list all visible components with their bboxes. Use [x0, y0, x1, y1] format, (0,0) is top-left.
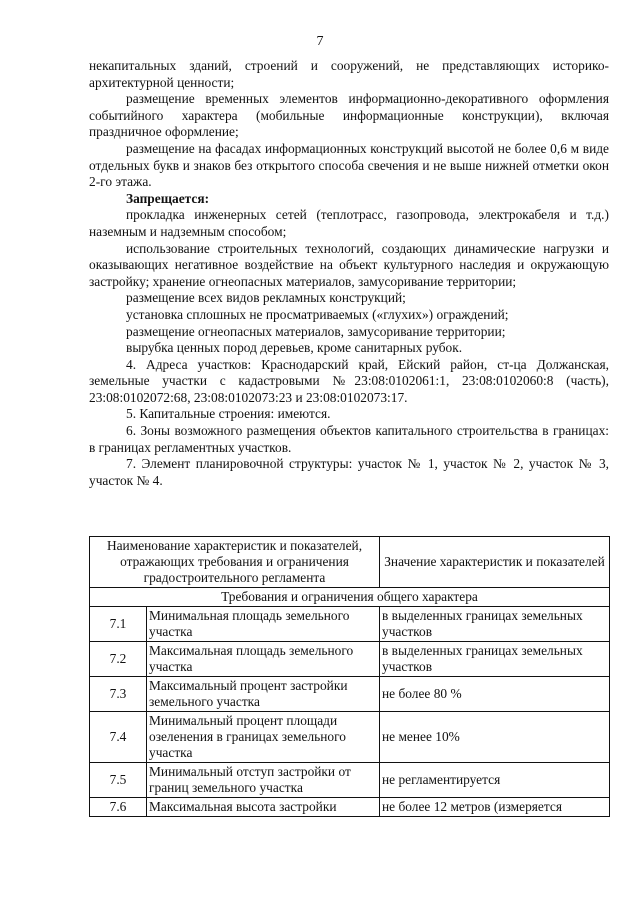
row-number: 7.5: [90, 763, 147, 798]
row-name: Минимальная площадь земельного участка: [147, 607, 380, 642]
page-number: 7: [316, 34, 324, 49]
table-row: [90, 712, 610, 763]
paragraph: 4. Адреса участков: Краснодарский край, Ейский район, ст-ца Должанская, земельные участки с кадастровыми №23:08:0102061:1, 23:08:0102060:8 (часть), 23:08:0102072:68, 23:08:0102073:23 и 23:08:0102073:17.: [89, 356, 609, 405]
row-name: Максимальная высота застройки: [147, 798, 380, 817]
table-row: [90, 607, 610, 642]
header-values: Значение характеристик и показателей: [380, 537, 610, 588]
row-name: Максимальная площадь земельного участка: [147, 642, 380, 677]
regulation-table: [89, 536, 610, 817]
row-value: не более 80 %: [380, 677, 610, 712]
row-value: не более 12 метров (измеряется: [380, 798, 610, 817]
row-name: Минимальный отступ застройки от границ земельного участка: [147, 763, 380, 798]
header-characteristics: Наименование характеристик и показателей, отражающих требования и ограничения градостроительного регламента: [90, 537, 380, 588]
row-value: не менее 10%: [380, 712, 610, 763]
paragraph: некапитальных зданий, строений и сооружений, не представляющих историко-архитектурной ценности;: [89, 58, 609, 90]
paragraph: использование строительных технологий, создающих динамические нагрузки и оказывающих негативное воздействие на объект культурного наследия и окружающую застройку; хранение огнеопасных материалов, замусоривание территории;: [89, 240, 609, 289]
row-value: в выделенных границах земельных участков: [380, 642, 610, 677]
table-subheader-row: [90, 588, 610, 607]
paragraph: 6. Зоны возможного размещения объектов капитального строительства в границах: в границах регламентных участков.: [89, 423, 609, 455]
paragraph: 5. Капитальные строения: имеются.: [126, 406, 331, 422]
table-row: [90, 642, 610, 677]
row-name: Максимальный процент застройки земельного участка: [147, 677, 380, 712]
subheader-general-requirements: Требования и ограничения общего характера: [90, 588, 610, 607]
paragraph: размещение всех видов рекламных конструкций;: [126, 290, 406, 306]
row-number: 7.1: [90, 607, 147, 642]
row-number: 7.2: [90, 642, 147, 677]
paragraph: установка сплошных не просматриваемых («глухих») ограждений;: [126, 306, 509, 322]
table-row: [90, 763, 610, 798]
row-name: Минимальный процент площади озеленения в границах земельного участка: [147, 712, 380, 763]
paragraph: размещение огнеопасных материалов, замусоривание территории;: [126, 323, 506, 339]
prohibited-heading: Запрещается:: [126, 190, 210, 206]
body-text: [89, 58, 609, 489]
table-row: [90, 677, 610, 712]
row-value: не регламентируется: [380, 763, 610, 798]
section-heading: [89, 191, 609, 208]
table-row: [90, 798, 610, 817]
row-number: 7.4: [90, 712, 147, 763]
table-header-row: [90, 537, 610, 588]
paragraph: прокладка инженерных сетей (теплотрасс, газопровода, электрокабеля и т.д.) наземным и надземным способом;: [89, 207, 609, 239]
paragraph: размещение временных элементов информационно-декоративного оформления событийного характера (мобильные информационные конструкции), включая праздничное оформление;: [89, 91, 609, 140]
paragraph: размещение на фасадах информационных конструкций высотой не более 0,6 м виде отдельных букв и знаков без открытого способа свечения и не выше нижней отметки окон 2-го этажа.: [89, 140, 609, 190]
paragraph: вырубка ценных пород деревьев, кроме санитарных рубок.: [126, 340, 463, 356]
row-value: в выделенных границах земельных участков: [380, 607, 610, 642]
row-number: 7.6: [90, 798, 147, 817]
paragraph: 7. Элемент планировочной структуры: участок № 1, участок № 2, участок № 3, участок № 4.: [89, 456, 609, 488]
row-number: 7.3: [90, 677, 147, 712]
